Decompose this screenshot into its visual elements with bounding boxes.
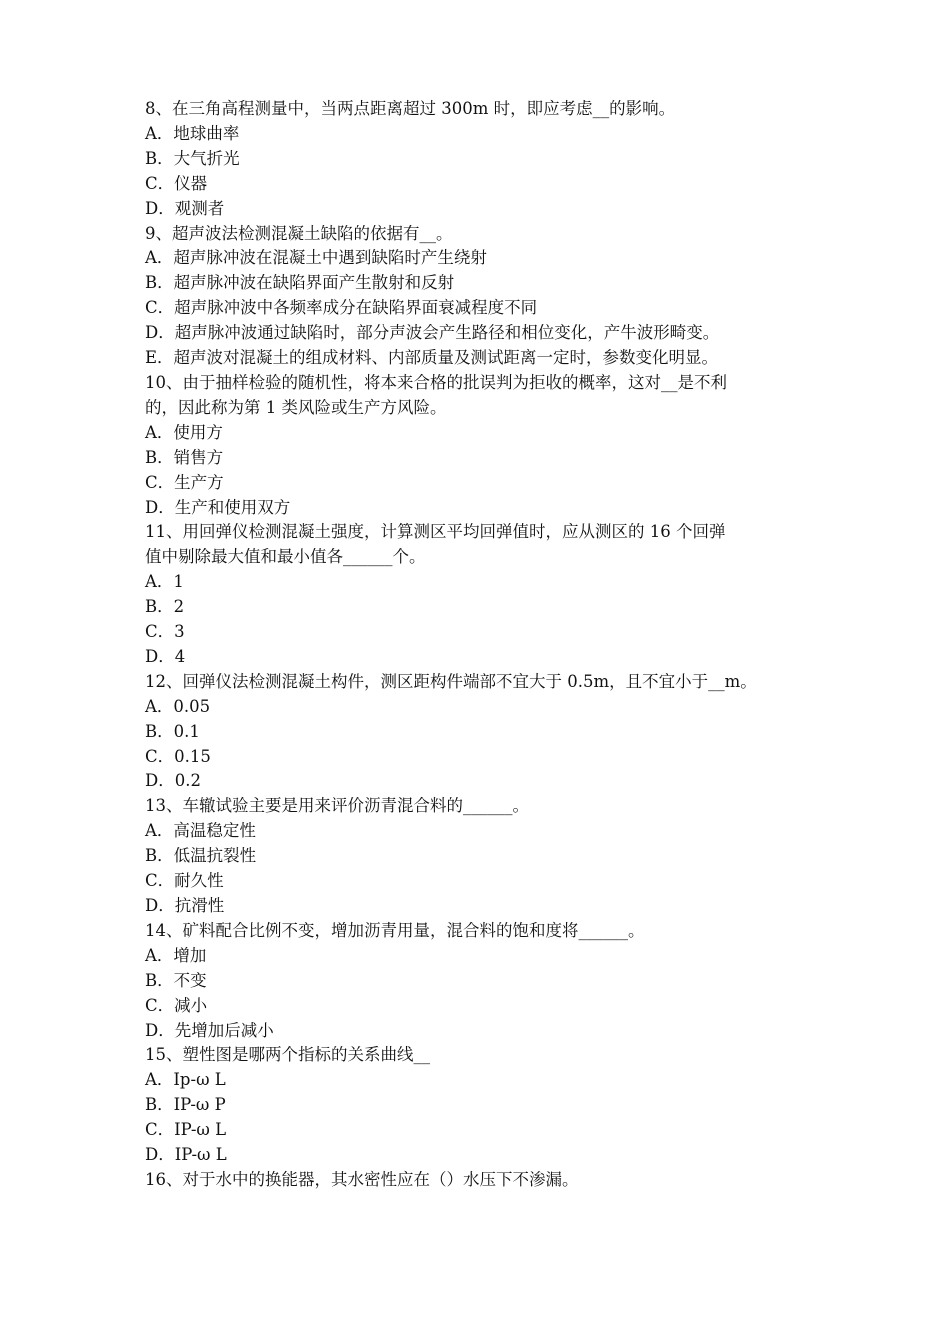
text-line: D．超声脉冲波通过缺陷时，部分声波会产生路径和相位变化，产牛波形畸变。 [145,323,720,343]
text-line: B．销售方 [145,447,224,467]
text-line: B．IP-ω P [145,1095,226,1115]
text-line: D．抗滑性 [145,896,225,915]
text-line: 14、矿料配合比例不变，增加沥青用量，混合料的饱和度将______。 [145,920,645,940]
text-line: D．生产和使用双方 [145,497,291,517]
text-line: B．大气折光 [145,148,240,168]
text-line: A．1 [145,572,184,592]
text-line: C．生产方 [145,472,224,492]
text-line: 12、回弹仪法检测混凝土构件，测区距构件端部不宜大于 0.5m，且不宜小于__m。 [145,671,757,691]
text-line: B．2 [145,597,185,617]
text-line: C．IP-ω L [145,1120,227,1140]
text-line: C．3 [145,622,185,642]
text-line: 的，因此称为第 1 类风险或生产方风险。 [145,397,447,417]
text-line: D．0.2 [145,771,201,791]
text-line: 值中剔除最大值和最小值各______个。 [145,547,426,567]
text-line: A．高温稳定性 [145,821,256,841]
text-line: B．0.1 [145,721,200,741]
text-line: C．仪器 [145,173,208,193]
text-line: C．减小 [145,995,208,1015]
text-line: D．4 [145,646,186,666]
document-page [145,97,810,1193]
text-line: A．0.05 [145,696,211,716]
text-line: 11、用回弹仪检测混凝土强度，计算测区平均回弹值时，应从测区的 16 个回弹 [145,522,726,542]
text-line: D．先增加后减小 [145,1020,274,1040]
text-line: C．耐久性 [145,871,224,891]
text-line: 8、在三角高程测量中，当两点距离超过 300m 时，即应考虑__的影响。 [145,99,676,118]
text-line: A．超声脉冲波在混凝土中遇到缺陷时产生绕射 [145,248,487,268]
text-line: 13、车辙试验主要是用来评价沥青混合料的______。 [145,796,529,816]
text-line: D．IP-ω L [145,1145,227,1165]
text-line: A．使用方 [145,422,223,442]
text-line: A．Ip-ω L [145,1070,226,1090]
text-line: B．超声脉冲波在缺陷界面产生散射和反射 [145,273,455,293]
text-line: A．地球曲率 [145,123,240,143]
text-line: 9、超声波法检测混凝土缺陷的依据有__。 [145,223,453,243]
text-line: B．低温抗裂性 [145,846,257,866]
text-line: 10、由于抽样检验的随机性，将本来合格的批误判为拒收的概率，这对__是不利 [145,372,727,392]
text-line: 15、塑性图是哪两个指标的关系曲线__ [145,1045,430,1065]
text-line: C．0.15 [145,746,211,766]
text-line: 16、对于水中的换能器，其水密性应在（）水压下不渗漏。 [145,1169,579,1189]
text-line: B．不变 [145,970,207,990]
text-line: C．超声脉冲波中各频率成分在缺陷界面衰减程度不同 [145,298,538,318]
text-line: A．增加 [145,945,207,965]
text-line: D．观测者 [145,198,225,218]
text-line: E．超声波对混凝土的组成材料、内部质量及测试距离一定时，参数变化明显。 [145,348,719,368]
